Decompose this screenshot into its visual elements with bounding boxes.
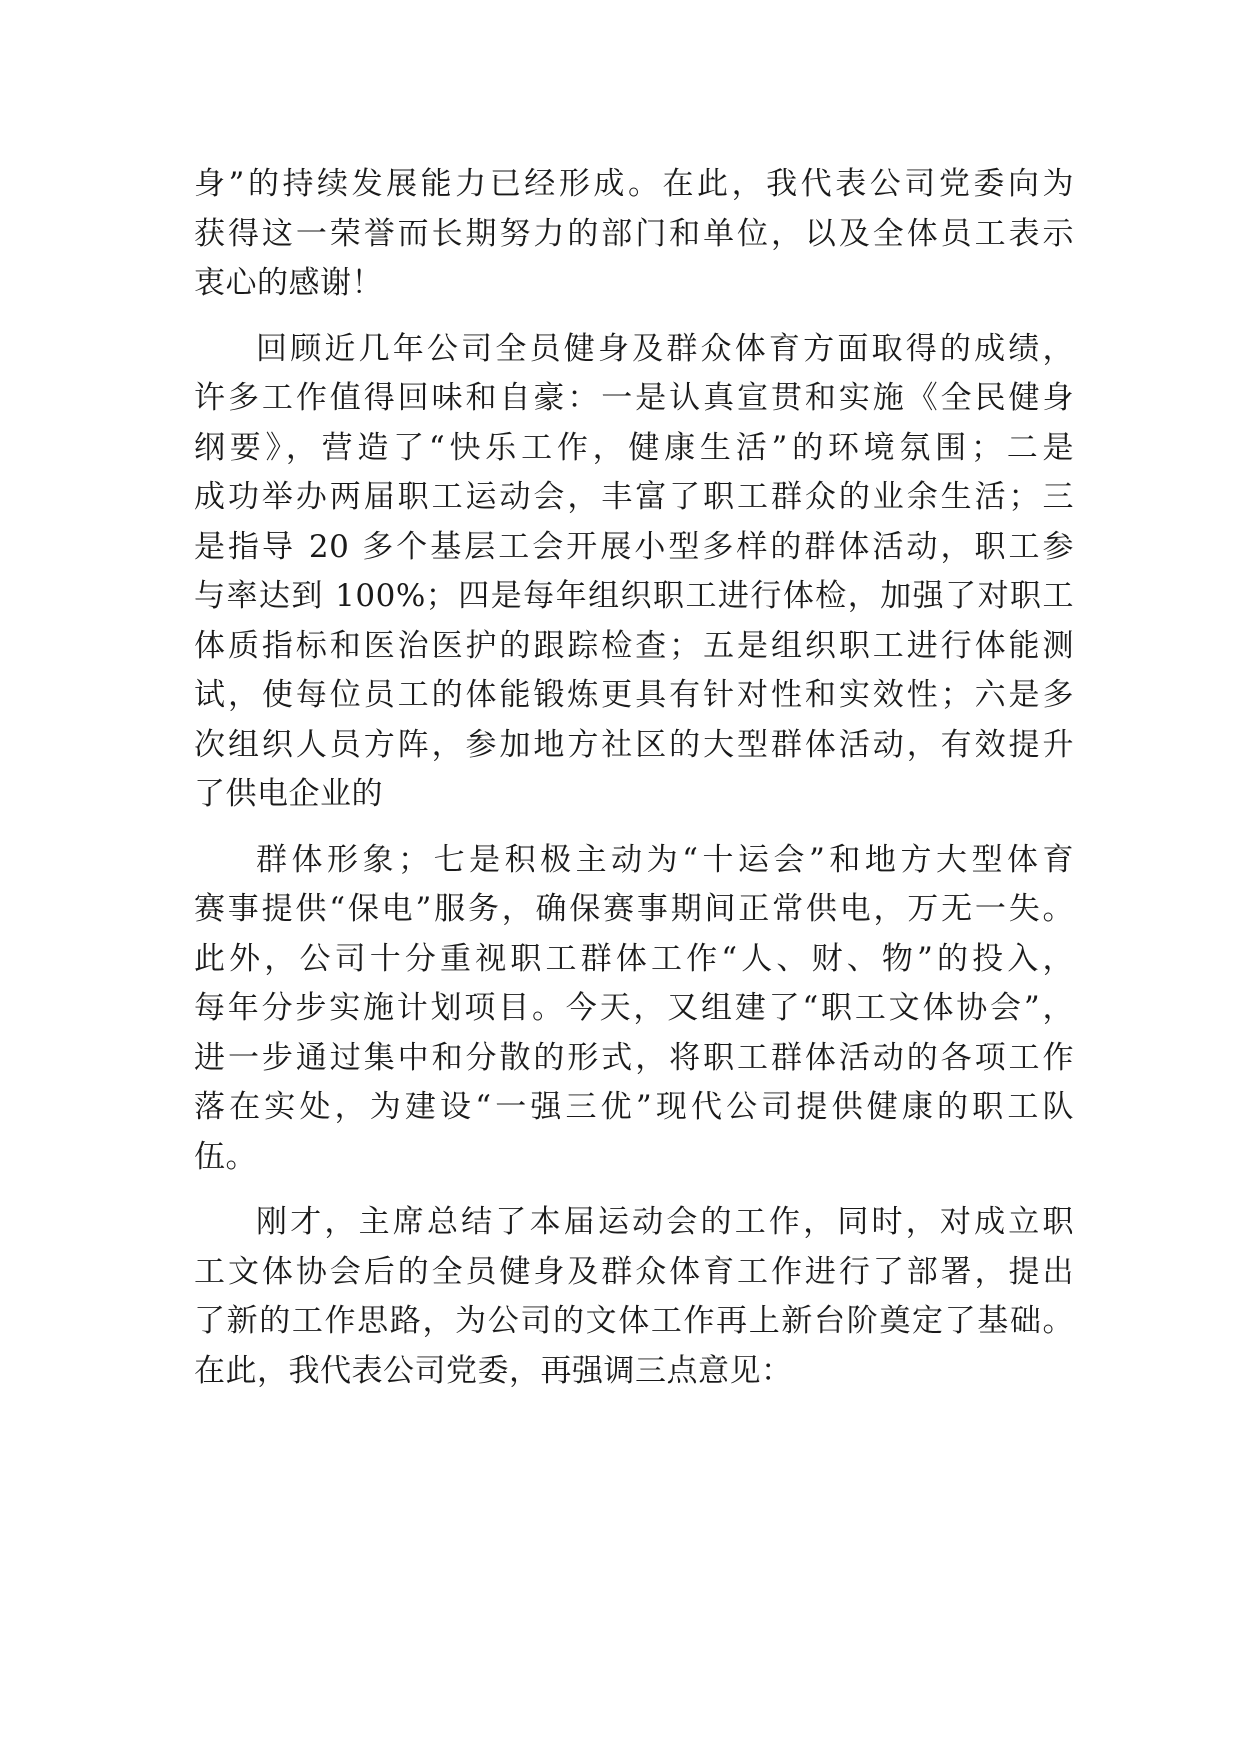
text-line: 此外，公司十分重视职工群体工作“人、财、物”的投入， <box>194 940 1074 977</box>
text-line: 落在实处，为建设“一强三优”现代公司提供健康的职工队 <box>194 1089 1074 1125</box>
text-line: 体质指标和医治医护的跟踪检查；五是组织职工进行体能测 <box>194 627 1074 664</box>
paragraph-1 <box>194 160 1074 309</box>
text-line: 了新的工作思路，为公司的文体工作再上新台阶奠定了基础。 <box>194 1303 1074 1339</box>
text-line: 次组织人员方阵，参加地方社区的大型群体活动，有效提升 <box>194 726 1074 763</box>
text-line: 获得这一荣誉而长期努力的部门和单位，以及全体员工表示 <box>194 215 1074 252</box>
text-line: 赛事提供“保电”服务，确保赛事期间正常供电，万无一失。 <box>194 891 1074 927</box>
text-line: 衷心的感谢！ <box>194 265 383 301</box>
text-line: 工文体协会后的全员健身及群众体育工作进行了部署，提出 <box>194 1253 1074 1290</box>
document-body <box>194 160 1074 1396</box>
text-line: 是指导 20 多个基层工会开展小型多样的群体活动，职工参 <box>194 528 1074 565</box>
text-line: 成功举办两届职工运动会，丰富了职工群众的业余生活；三 <box>194 479 1074 515</box>
text-line: 在此，我代表公司党委，再强调三点意见： <box>194 1352 793 1389</box>
text-line: 群体形象；七是积极主动为“十运会”和地方大型体育 <box>256 841 1074 878</box>
paragraph-3 <box>194 836 1074 1183</box>
paragraph-gap <box>194 1182 1074 1198</box>
paragraph-4 <box>194 1198 1074 1396</box>
text-line: 回顾近几年公司全员健身及群众体育方面取得的成绩， <box>256 330 1074 367</box>
text-line: 每年分步实施计划项目。今天，又组建了“职工文体协会”， <box>194 990 1074 1026</box>
text-line: 与率达到 100%；四是每年组织职工进行体检，加强了对职工 <box>194 578 1074 614</box>
paragraph-2 <box>194 325 1074 820</box>
text-line: 试，使每位员工的体能锻炼更具有针对性和实效性；六是多 <box>194 677 1074 713</box>
paragraph-gap <box>194 820 1074 836</box>
text-line: 了供电企业的 <box>194 776 383 812</box>
text-line: 身”的持续发展能力已经形成。在此，我代表公司党委向为 <box>194 166 1074 202</box>
text-line: 纲要》，营造了“快乐工作，健康生活”的环境氛围；二是 <box>194 429 1074 466</box>
text-line: 进一步通过集中和分散的形式，将职工群体活动的各项工作 <box>194 1039 1074 1076</box>
text-line: 许多工作值得回味和自豪：一是认真宣贯和实施《全民健身 <box>194 380 1074 416</box>
text-line: 伍。 <box>194 1138 257 1175</box>
text-line: 刚才，主席总结了本届运动会的工作，同时，对成立职 <box>256 1204 1074 1240</box>
paragraph-gap <box>194 309 1074 325</box>
